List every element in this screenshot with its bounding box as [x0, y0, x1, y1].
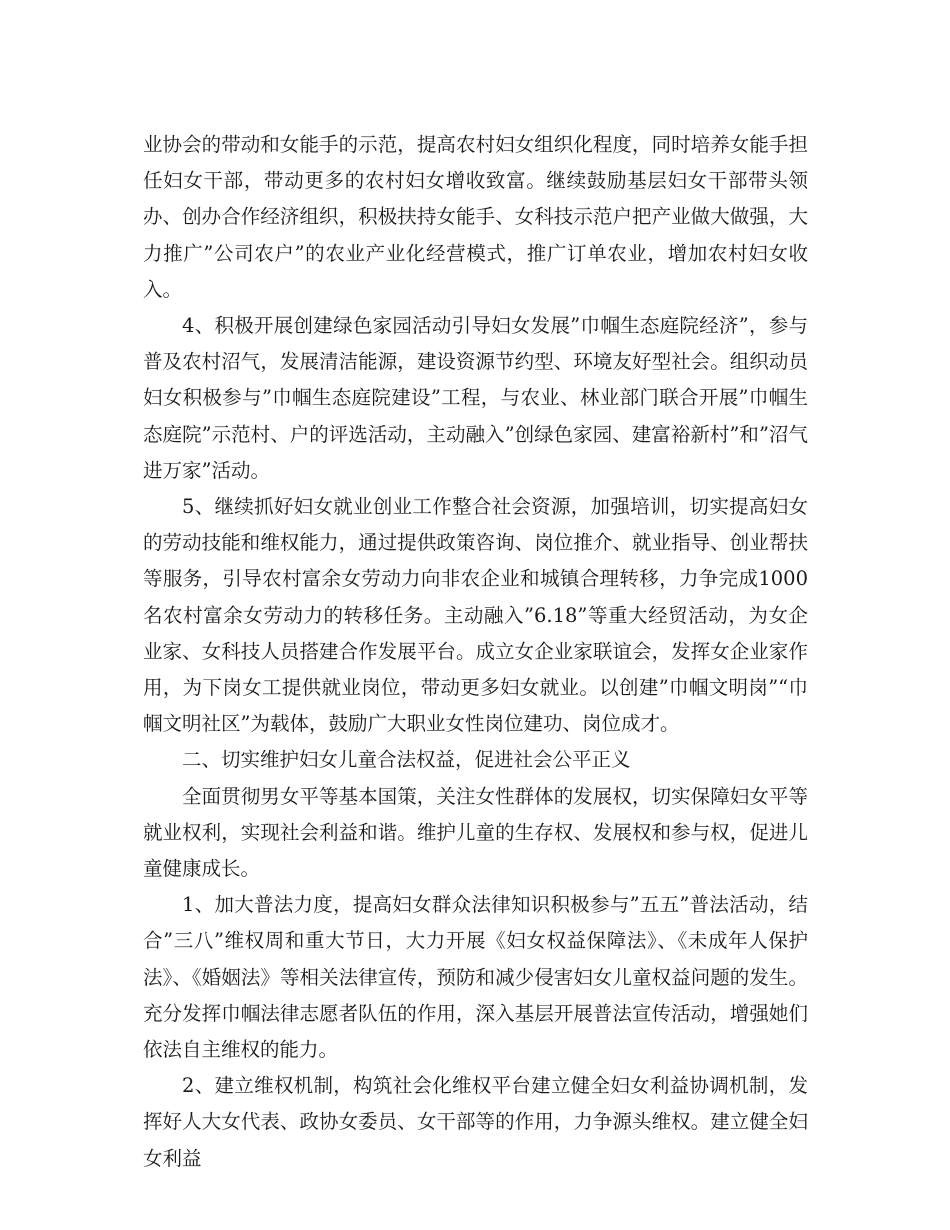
paragraph-continuation: 业协会的带动和女能手的示范，提高农村妇女组织化程度，同时培养女能手担任妇女干部，带动更多的农村妇女增收致富。继续鼓励基层妇女干部带头领办、创办合作经济组织，积极扶持女能手、女科技示范户把产业做大做强，大力推广”公司农户”的农业产业化经营模式，推广订单农业，增加农村妇女收入。	[143, 133, 808, 301]
paragraph-item-5: 5、继续抓好妇女就业创业工作整合社会资源，加强培训，切实提高妇女的劳动技能和维权能力，通过提供政策咨询、岗位推介、就业指导、创业帮扶等服务，引导农村富余女劳动力向非农企业和城镇合理转移，力争完成1000名农村富余女劳动力的转移任务。主动融入”6.18”等重大经贸活动，为女企业家、女科技人员搭建合作发展平台。成立女企业家联谊会，发挥女企业家作用，为下岗女工提供就业岗位，带动更多妇女就业。以创建”巾帼文明岗”“巾帼文明社区”为载体，鼓励广大职业女性岗位建功、岗位成才。	[143, 495, 808, 736]
paragraph-section-intro: 全面贯彻男女平等基本国策，关注女性群体的发展权，切实保障妇女平等就业权利，实现社会利益和谐。维护儿童的生存权、发展权和参与权，促进儿童健康成长。	[143, 784, 808, 881]
paragraph-item-4: 4、积极开展创建绿色家园活动引导妇女发展”巾帼生态庭院经济”，参与普及农村沼气，发展清洁能源，建设资源节约型、环境友好型社会。组织动员妇女积极参与”巾帼生态庭院建设”工程，与农业、林业部门联合开展”巾帼生态庭院”示范村、户的评选活动，主动融入”创绿色家园、建富裕新村”和”沼气进万家”活动。	[143, 314, 808, 482]
document-page	[143, 127, 808, 1177]
section-heading: 二、切实维护妇女儿童合法权益，促进社会公平正义	[182, 748, 631, 772]
paragraph-item-1: 1、加大普法力度，提高妇女群众法律知识积极参与”五五”普法活动，结合”三八”维权周和重大节日，大力开展《妇女权益保障法》、《未成年人保护法》、《婚姻法》等相关法律宣传，预防和减少侵害妇女儿童权益问题的发生。充分发挥巾帼法律志愿者队伍的作用，深入基层开展普法宣传活动，增强她们依法自主维权的能力。	[143, 893, 808, 1062]
paragraph-item-2: 2、建立维权机制，构筑社会化维权平台建立健全妇女利益协调机制，发挥好人大女代表、政协女委员、女干部等的作用，力争源头维权。建立健全妇女利益	[143, 1074, 808, 1170]
